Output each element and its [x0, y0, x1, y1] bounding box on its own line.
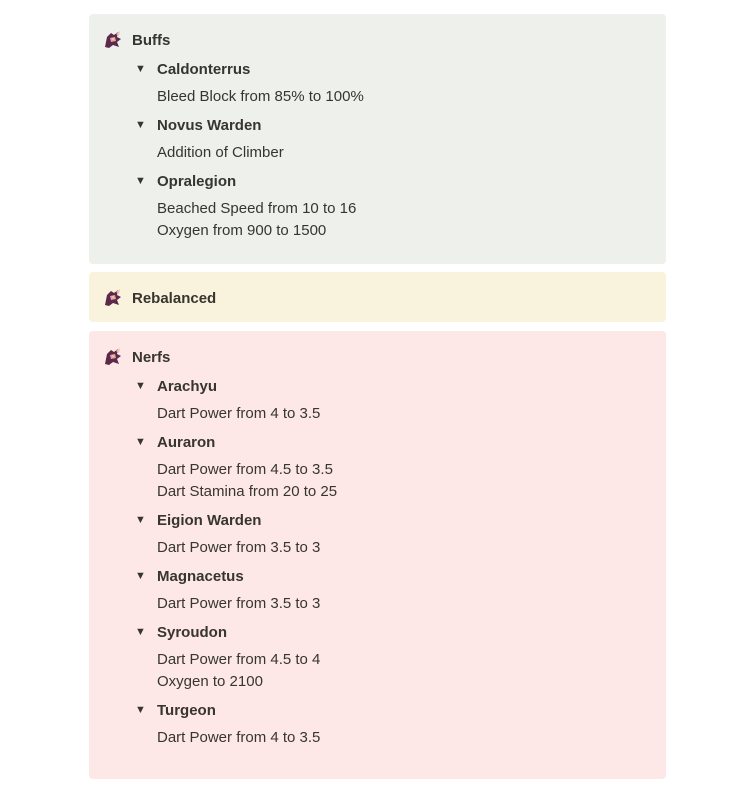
toggle-content [157, 198, 654, 242]
toggle-title: Caldonterrus [157, 60, 251, 78]
toggle-header[interactable] [135, 698, 654, 722]
toggle-block [135, 564, 654, 615]
toggle-title: Opralegion [157, 172, 237, 190]
change-line: Dart Power from 4.5 to 3.5 [157, 461, 333, 478]
toggle-title: Syroudon [157, 623, 227, 641]
triangle-down-icon[interactable]: ▼ [135, 514, 146, 526]
toggle-title: Turgeon [157, 701, 216, 719]
callout-nerfs [89, 331, 666, 779]
toggle-header[interactable] [135, 564, 654, 588]
toggle-header[interactable] [135, 430, 654, 454]
toggle-content [157, 593, 654, 615]
callout-rebalanced [89, 272, 666, 322]
toggle-block [135, 430, 654, 503]
toggle-header[interactable] [135, 113, 654, 137]
toggle-content [157, 649, 654, 693]
change-line: Bleed Block from 85% to 100% [157, 88, 364, 105]
toggle-block [135, 620, 654, 693]
toggle-block [135, 57, 654, 108]
change-line: Oxygen to 2100 [157, 673, 263, 690]
toggle-block [135, 169, 654, 242]
toggle-content [157, 537, 654, 559]
change-line: Oxygen from 900 to 1500 [157, 222, 327, 239]
dragon-icon [101, 346, 123, 368]
triangle-down-icon[interactable]: ▼ [135, 380, 146, 392]
toggle-content [157, 86, 654, 108]
toggle-title: Auraron [157, 433, 216, 451]
toggle-block [135, 698, 654, 749]
change-line: Dart Power from 4.5 to 4 [157, 651, 321, 668]
toggle-title: Magnacetus [157, 567, 244, 585]
toggle-content [157, 142, 654, 164]
dragon-icon [101, 29, 123, 51]
callout-title: Nerfs [132, 348, 171, 366]
triangle-down-icon[interactable]: ▼ [135, 119, 146, 131]
change-line: Dart Power from 3.5 to 3 [157, 595, 321, 612]
triangle-down-icon[interactable]: ▼ [135, 626, 146, 638]
triangle-down-icon[interactable]: ▼ [135, 570, 146, 582]
callout-header [101, 286, 654, 310]
callout-header [101, 28, 654, 52]
toggle-block [135, 508, 654, 559]
toggle-block [135, 113, 654, 164]
triangle-down-icon[interactable]: ▼ [135, 175, 146, 187]
toggle-content [157, 403, 654, 425]
toggle-title: Arachyu [157, 377, 218, 395]
toggle-content [157, 459, 654, 503]
change-line: Dart Stamina from 20 to 25 [157, 483, 338, 500]
triangle-down-icon[interactable]: ▼ [135, 63, 146, 75]
toggle-title: Novus Warden [157, 116, 262, 134]
toggle-header[interactable] [135, 508, 654, 532]
change-line: Dart Power from 4 to 3.5 [157, 729, 321, 746]
triangle-down-icon[interactable]: ▼ [135, 704, 146, 716]
dragon-icon [101, 287, 123, 309]
change-line: Dart Power from 3.5 to 3 [157, 539, 321, 556]
toggle-header[interactable] [135, 169, 654, 193]
change-line: Dart Power from 4 to 3.5 [157, 405, 321, 422]
toggle-header[interactable] [135, 620, 654, 644]
toggle-header[interactable] [135, 374, 654, 398]
toggle-title: Eigion Warden [157, 511, 262, 529]
callout-title: Rebalanced [132, 289, 217, 307]
toggle-content [157, 727, 654, 749]
callout-header [101, 345, 654, 369]
change-line: Beached Speed from 10 to 16 [157, 200, 357, 217]
toggle-header[interactable] [135, 57, 654, 81]
toggle-block [135, 374, 654, 425]
triangle-down-icon[interactable]: ▼ [135, 436, 146, 448]
callout-buffs [89, 14, 666, 264]
change-line: Addition of Climber [157, 144, 284, 161]
callout-title: Buffs [132, 31, 171, 49]
